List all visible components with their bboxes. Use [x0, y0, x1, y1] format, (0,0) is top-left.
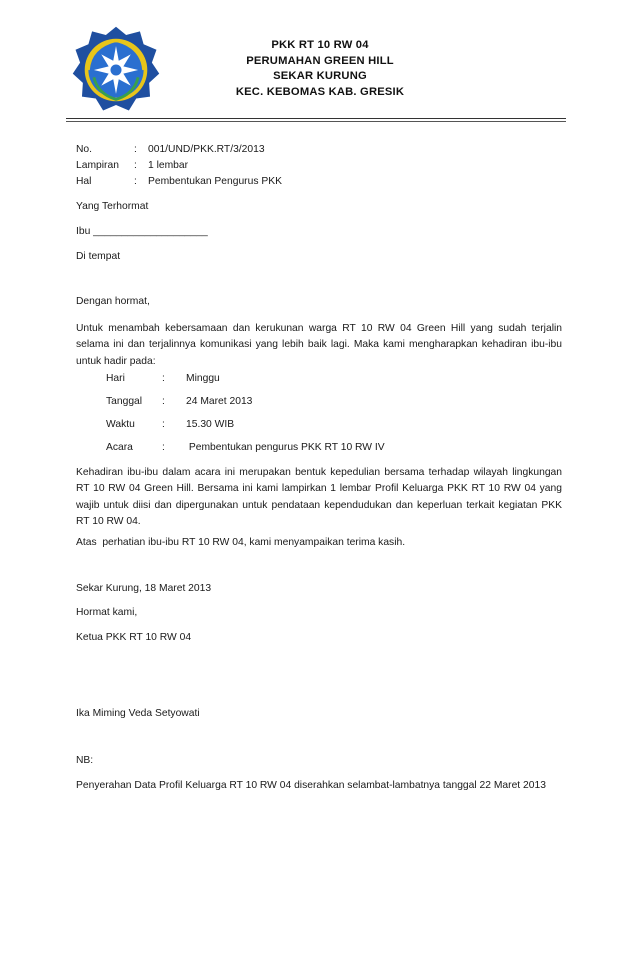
meta-value: Pembentukan Pengurus PKK: [148, 176, 282, 187]
event-value: 15.30 WIB: [186, 419, 235, 430]
recipient-place: Di tempat: [76, 251, 121, 262]
signature-regards: Hormat kami,: [76, 607, 138, 618]
note-label: NB:: [76, 755, 94, 766]
opening-salutation: Dengan hormat,: [76, 296, 150, 307]
meta-value: 1 lembar: [148, 160, 189, 171]
letterhead-line-4: KEC. KEBOMAS KAB. GRESIK: [235, 85, 405, 98]
meta-separator: :: [134, 176, 137, 187]
event-separator: :: [162, 373, 165, 384]
event-separator: :: [162, 442, 165, 453]
event-value: Minggu: [186, 373, 220, 384]
pkk-emblem-icon: [70, 24, 162, 116]
signature-place-date: Sekar Kurung, 18 Maret 2013: [76, 583, 212, 594]
event-label: Waktu: [106, 419, 135, 430]
recipient-greeting: Yang Terhormat: [76, 201, 149, 212]
letterhead: [200, 38, 440, 100]
meta-separator: :: [134, 144, 137, 155]
meta-label: Lampiran: [76, 160, 119, 171]
body-main-paragraph: Kehadiran ibu-ibu dalam acara ini merupakan bentuk kepedulian bersama terhadap wilayah lingkungan RT 10 RW 04 Green Hill. Bersama ini kami lampirkan 1 lembar Profil Keluarga PKK RT 10 RW 04 yang wajib untuk diisi dan dipergunakan untuk pendataan kependudukan dan keperluan terkait kegiatan PKK RT 10 RW 04.: [76, 467, 562, 528]
signature-position: Ketua PKK RT 10 RW 04: [76, 632, 192, 643]
letterhead-line-1: PKK RT 10 RW 04: [271, 39, 369, 51]
event-separator: :: [162, 396, 165, 407]
meta-value: 001/UND/PKK.RT/3/2013: [148, 144, 265, 155]
event-label: Hari: [106, 373, 125, 384]
event-label: Tanggal: [106, 396, 143, 407]
recipient-name: Ibu ____________________: [76, 226, 208, 237]
event-label: Acara: [106, 442, 133, 453]
meta-separator: :: [134, 160, 137, 171]
header-divider-thin: [66, 121, 566, 122]
signature-name: Ika Miming Veda Setyowati: [76, 708, 200, 719]
event-value: 24 Maret 2013: [186, 396, 253, 407]
letterhead-line-2: PERUMAHAN GREEN HILL: [246, 54, 394, 67]
header-divider: [66, 118, 566, 119]
note-text: Penyerahan Data Profil Keluarga RT 10 RW 04 diserahkan selambat-lambatnya tanggal 22 Maret 2013: [76, 780, 546, 791]
event-value: Pembentukan pengurus PKK RT 10 RW IV: [186, 442, 385, 453]
closing-thanks: Atas perhatian ibu-ibu RT 10 RW 04, kami menyampaikan terima kasih.: [76, 537, 406, 548]
body-intro-paragraph: Untuk menambah kebersamaan dan kerukunan warga RT 10 RW 04 Green Hill yang sudah terjalin selama ini dan terjalinnya komunikasi yang lebih baik lagi. Maka kami mengharapkan kehadiran ibu-ibu untuk hadir pada:: [76, 323, 562, 367]
meta-label: Hal: [76, 176, 92, 187]
event-separator: :: [162, 419, 165, 430]
letterhead-line-3: SEKAR KURUNG: [273, 70, 367, 82]
meta-label: No.: [76, 144, 93, 155]
